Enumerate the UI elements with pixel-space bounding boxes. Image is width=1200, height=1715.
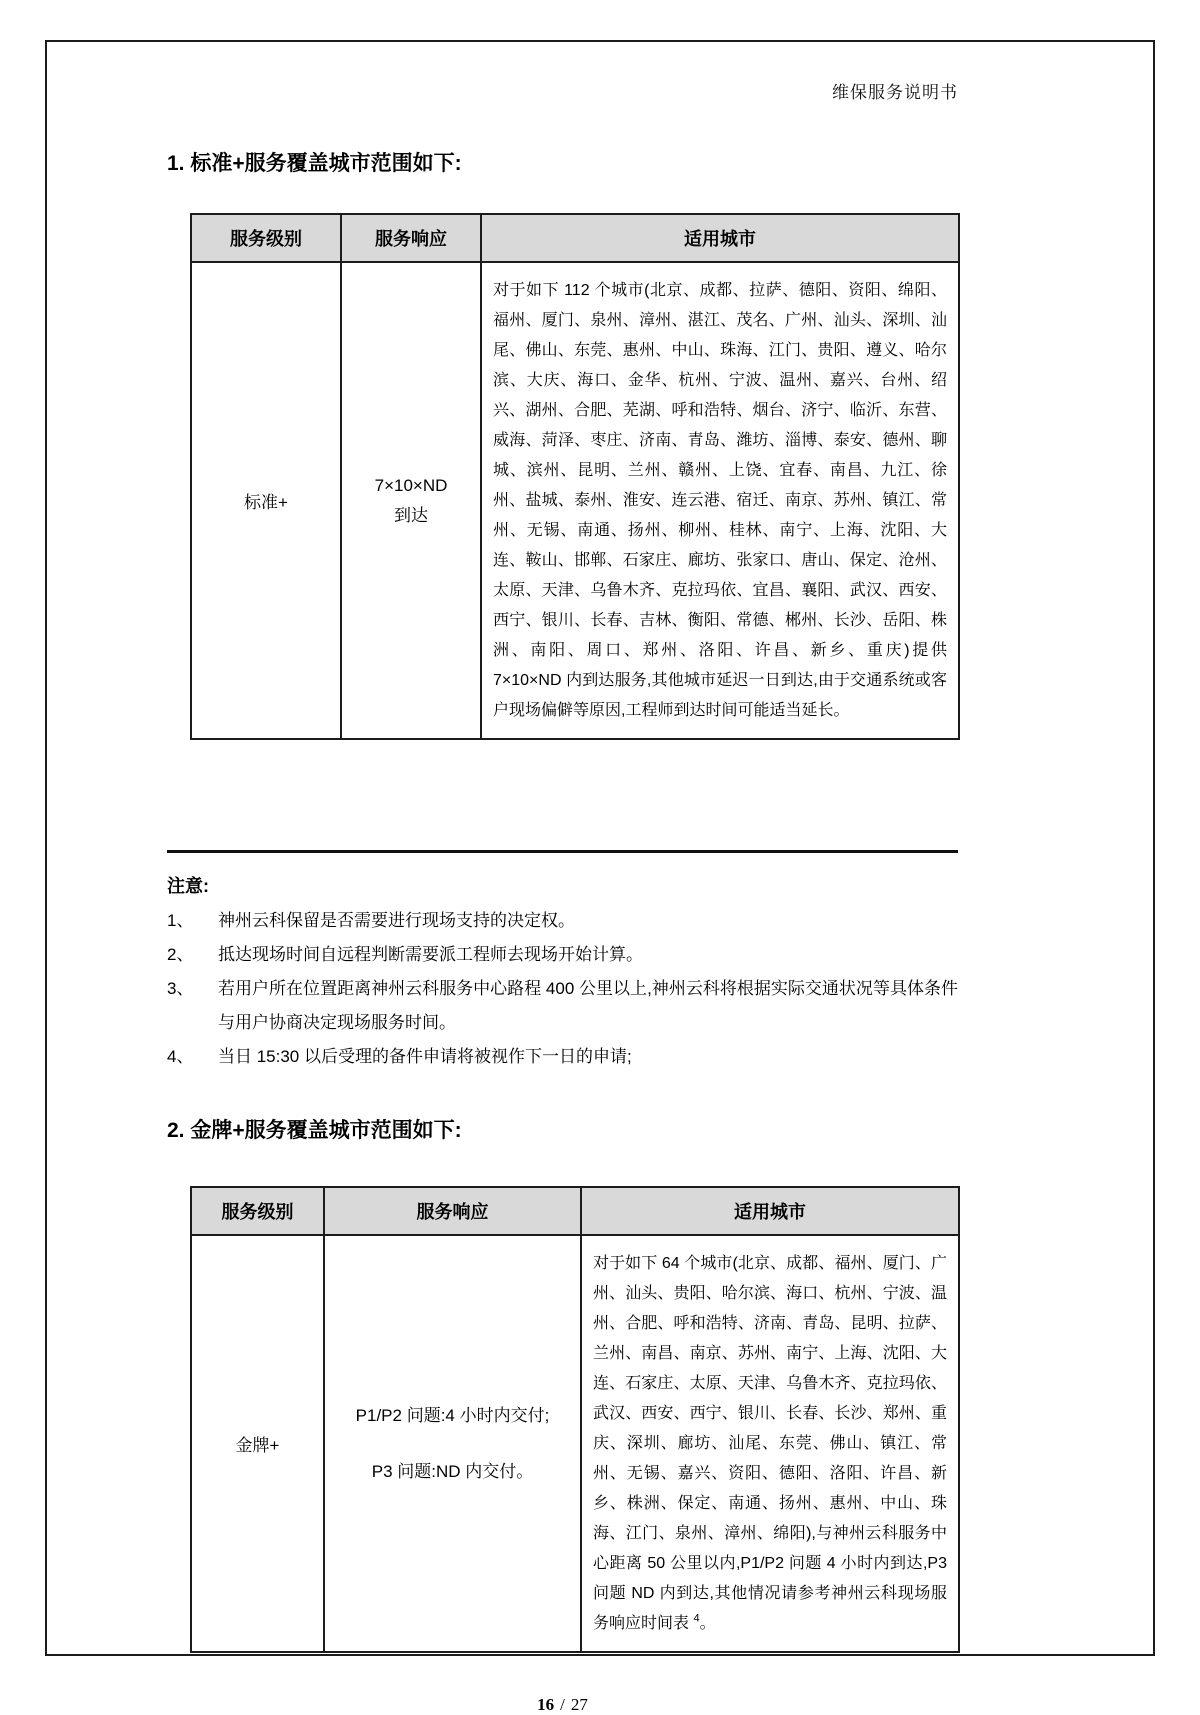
gold-plus-table [190,1186,960,1653]
section2-heading: 2. 金牌+服务覆盖城市范围如下: [167,1119,462,1142]
applicable-cities-cell [581,1235,959,1652]
table-row [191,262,959,739]
section1-heading: 1. 标准+服务覆盖城市范围如下: [167,152,462,175]
note-number: 3、 [167,979,194,998]
col-header-applicable-cities: 适用城市 [581,1187,959,1235]
list-item [167,938,958,972]
table-header-row [191,214,959,262]
note-number: 1、 [167,911,194,930]
list-item [167,972,958,1040]
notes-list [167,904,958,1074]
section-divider-rule [167,850,958,853]
note-text: 若用户所在位置距离神州云科服务中心路程 400 公里以上,神州云科将根据实际交通状况等具体条件与用户协商决定现场服务时间。 [218,979,958,1032]
cities-text-end: 。 [699,1615,716,1632]
note-text: 当日 15:30 以后受理的备件申请将被视作下一日的申请; [218,1047,632,1066]
response-p1p2: P1/P2 问题:4 小时内交付; [355,1405,550,1425]
response-p3: P3 问题:ND 内交付。 [371,1461,534,1481]
table-header-row [191,1187,959,1235]
list-item [167,1040,958,1074]
note-number: 4、 [167,1047,194,1066]
doc-header-title: 维保服务说明书 [832,83,958,102]
service-response-cell [341,262,481,739]
standard-plus-table [190,213,960,740]
cities-text: 对于如下 64 个城市(北京、成都、福州、厦门、广州、汕头、贵阳、哈尔滨、海口、杭州、宁波、温州、合肥、呼和浩特、济南、青岛、昆明、拉萨、兰州、南昌、南京、苏州、南宁、上海、沈阳、大连、石家庄、太原、天津、乌鲁木齐、克拉玛依、武汉、西安、西宁、银川、长春、长沙、郑州、重庆、深圳、廊坊、汕尾、东莞、佛山、镇江、常州、无锡、嘉兴、资阳、德阳、洛阳、许昌、新乡、株洲、保定、南通、扬州、惠州、中山、珠海、江门、泉州、漳州、绵阳),与神州云科服务中心距离 50 公里以内,P1/P2 问题 4 小时内到达,P3 问题 ND 内到达,其他情况请参考神州云科现场服务响应时间表 [593,1255,947,1632]
response-line2: 到达 [394,505,428,525]
page-footer [167,1695,958,1715]
page-frame [45,40,1155,1714]
page-separator: / [560,1695,565,1714]
list-item [167,904,958,938]
response-line1: 7×10×ND [374,475,448,495]
notes-heading: 注意: [167,876,209,896]
note-number: 2、 [167,945,194,964]
service-level-cell: 标准+ [191,262,341,739]
table-row [191,1235,959,1652]
note-text: 神州云科保留是否需要进行现场支持的决定权。 [218,911,575,930]
service-level-cell: 金牌+ [191,1235,324,1652]
col-header-service-response: 服务响应 [341,214,481,262]
col-header-applicable-cities: 适用城市 [481,214,959,262]
col-header-service-level: 服务级别 [191,1187,324,1235]
col-header-service-level: 服务级别 [191,214,341,262]
page-total: 27 [570,1695,588,1714]
service-response-cell [324,1235,581,1652]
applicable-cities-cell: 对于如下 112 个城市(北京、成都、拉萨、德阳、资阳、绵阳、福州、厦门、泉州、漳州、湛江、茂名、广州、汕头、深圳、汕尾、佛山、东莞、惠州、中山、珠海、江门、贵阳、遵义、哈尔滨、大庆、海口、金华、杭州、宁波、温州、嘉兴、台州、绍兴、湖州、合肥、芜湖、呼和浩特、烟台、济宁、临沂、东营、威海、菏泽、枣庄、济南、青岛、潍坊、淄博、泰安、德州、聊城、滨州、昆明、兰州、赣州、上饶、宜春、南昌、九江、徐州、盐城、泰州、淮安、连云港、宿迁、南京、苏州、镇江、常州、无锡、南通、扬州、柳州、桂林、南宁、上海、沈阳、大连、鞍山、邯郸、石家庄、廊坊、张家口、唐山、保定、沧州、太原、天津、乌鲁木齐、克拉玛依、宜昌、襄阳、武汉、西安、西宁、银川、长春、吉林、衡阳、常德、郴州、长沙、岳阳、株洲、南阳、周口、郑州、洛阳、许昌、新乡、重庆)提供 7×10×ND 内到达服务,其他城市延迟一日到达,由于交通系统或客户现场偏僻等原因,工程师到达时间可能适当延长。 [481,262,959,739]
note-text: 抵达现场时间自远程判断需要派工程师去现场开始计算。 [218,945,643,964]
col-header-service-response: 服务响应 [324,1187,581,1235]
page-content [47,78,1153,1715]
footnote-marker: 4 [693,1612,700,1625]
page-number: 16 [537,1695,555,1714]
